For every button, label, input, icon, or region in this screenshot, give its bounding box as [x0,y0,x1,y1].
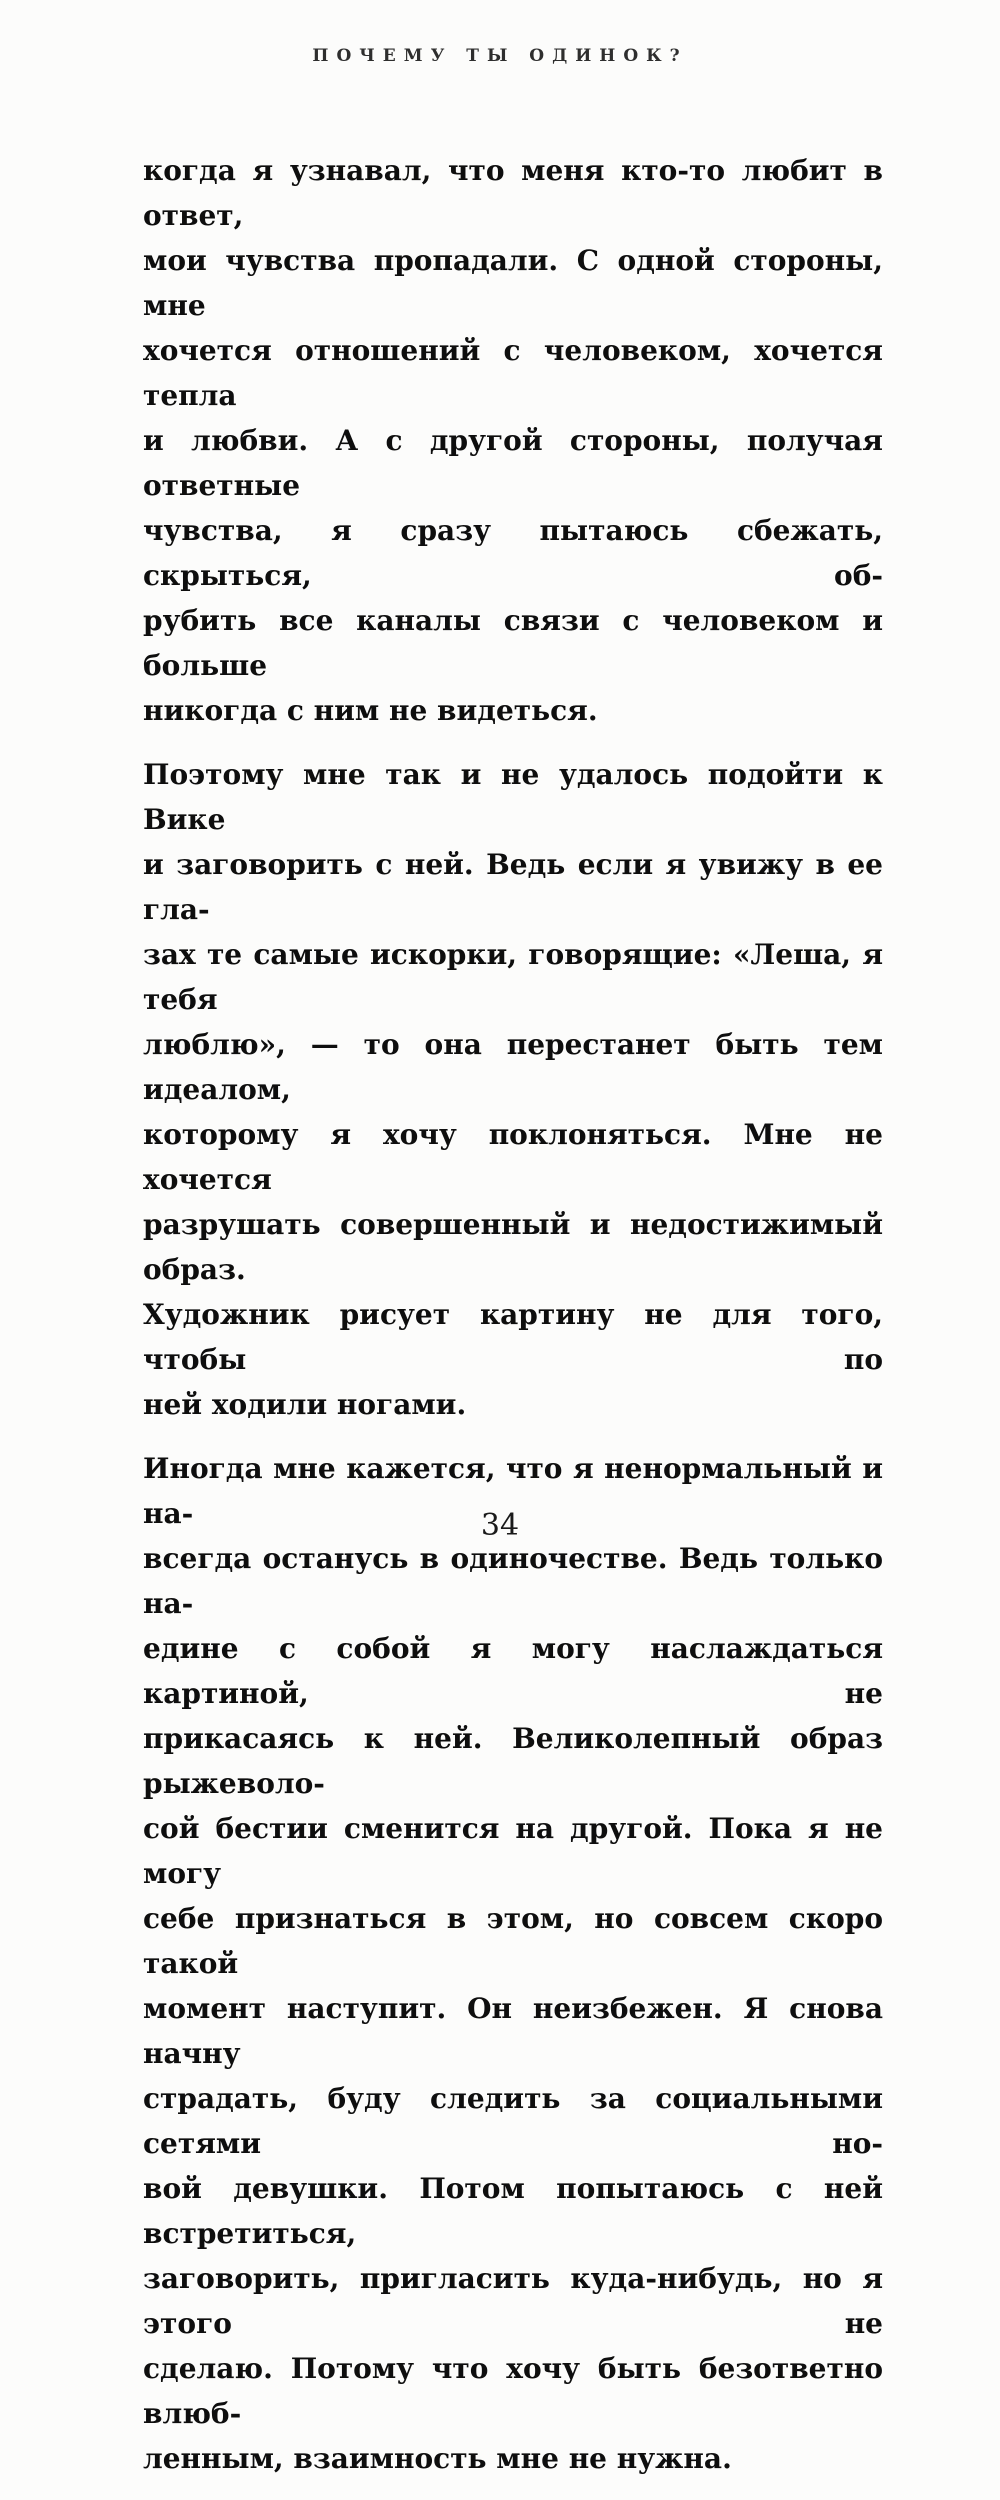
text-line: люблю», — то она перестанет быть тем идеалом, [143,1028,883,1106]
text-line: когда я узнавал, что меня кто-то любит в ответ, [143,154,883,232]
text-line: Поэтому мне так и не удалось подойти к Вике [143,758,883,836]
text-line: вой девушки. Потом попытаюсь с ней встретиться, [143,2172,883,2250]
text-line: сой бестии сменится на другой. Пока я не могу [143,1812,883,1890]
text-line: мои чувства пропадали. С одной стороны, мне [143,244,883,322]
text-line: ленным, взаимность мне не нужна. [143,2442,732,2475]
text-line: разрушать совершенный и недостижимый образ. [143,1208,883,1286]
paragraph [143,148,883,733]
text-line: Художник рисует картину не для того, чтобы по [143,1298,883,1376]
running-header: ПОЧЕМУ ТЫ ОДИНОК? [312,46,688,66]
text-line: и любви. А с другой стороны, получая ответные [143,424,883,502]
text-line: зах те самые искорки, говорящие: «Леша, я тебя [143,938,883,1016]
text-line: сделаю. Потому что хочу быть безответно влюб- [143,2352,883,2430]
text-line: и заговорить с ней. Ведь если я увижу в ее гла- [143,848,883,926]
text-line: едине с собой я могу наслаждаться картиной, не [143,1632,883,1710]
text-line: страдать, буду следить за социальными сетями но- [143,2082,883,2160]
text-line: Иногда мне кажется, что я ненормальный и на- [143,1452,883,1530]
text-line: заговорить, пригласить куда-нибудь, но я этого не [143,2262,883,2340]
text-line: момент наступит. Он неизбежен. Я снова начну [143,1992,883,2070]
page-number: 34 [480,1508,520,1543]
text-line: никогда с ним не видеться. [143,694,598,727]
text-line: всегда останусь в одиночестве. Ведь только на- [143,1542,883,1620]
text-line: себе признаться в этом, но совсем скоро такой [143,1902,883,1980]
paragraph [143,752,883,1427]
text-line: которому я хочу поклоняться. Мне не хочется [143,1118,883,1196]
text-line: рубить все каналы связи с человеком и больше [143,604,883,682]
text-line: прикасаясь к ней. Великолепный образ рыжеволо- [143,1722,883,1800]
text-line: чувства, я сразу пытаюсь сбежать, скрыться, об- [143,514,883,592]
text-line: ней ходили ногами. [143,1388,467,1421]
text-line: хочется отношений с человеком, хочется тепла [143,334,883,412]
paragraph [143,1446,883,2481]
page-body [143,148,883,2500]
